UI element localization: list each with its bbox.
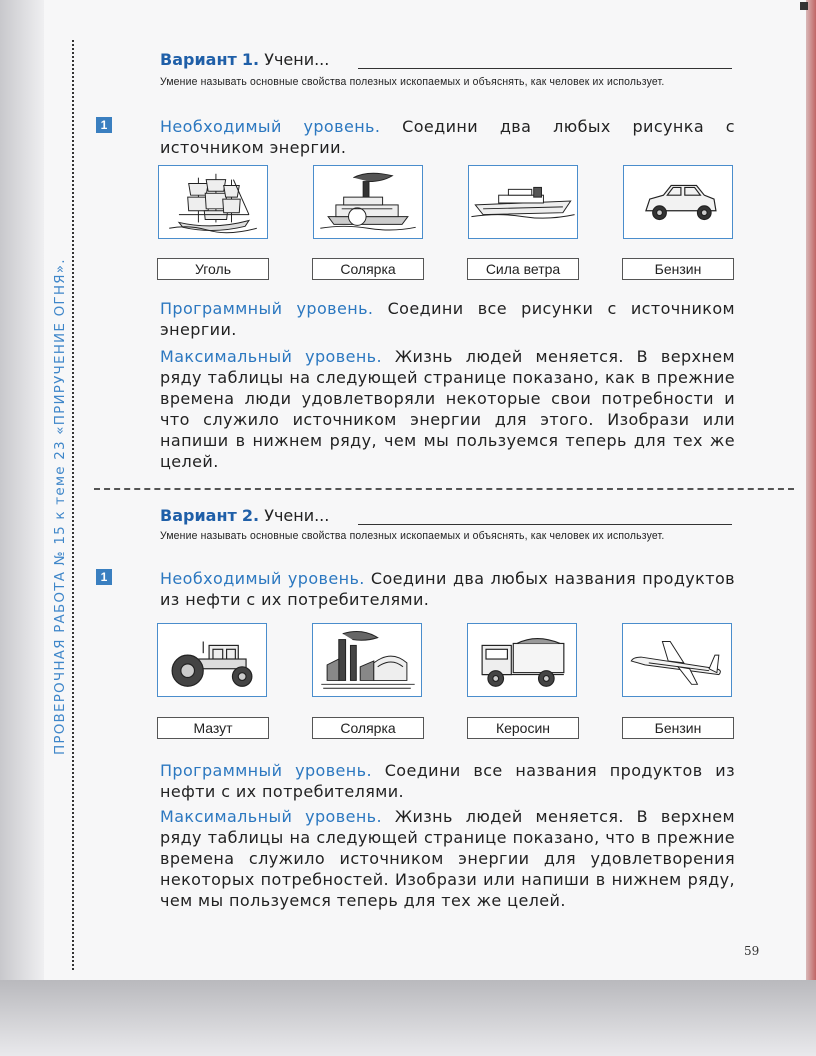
variant-title: Вариант: [160, 506, 237, 525]
level-label: Необходимый уровень.: [160, 569, 365, 588]
sailing-ship-icon: [159, 166, 267, 238]
motor-ship-icon: [469, 166, 577, 238]
max-level-text: [160, 806, 735, 911]
product-label-box[interactable]: Солярка: [312, 717, 424, 739]
factory-icon: [313, 624, 421, 696]
task-number-badge: 1: [96, 117, 112, 133]
motor-ship-image[interactable]: [468, 165, 578, 239]
variant-number: 2.: [241, 506, 260, 525]
task-number-badge: 1: [96, 569, 112, 585]
car-image[interactable]: [623, 165, 733, 239]
student-label: Учени...: [264, 50, 330, 69]
variant-title: Вариант: [160, 50, 237, 69]
task-instruction: Жизнь людей меняется. В верхнем ряду таблицы на следующей странице показано, что в прежние времена служило источником энергии для удовлетворения некоторых потребностей. Изобрази или напиши в нижнем ряду, чем мы пользуемся теперь для тех же целей.: [160, 807, 735, 910]
program-level-text: [160, 298, 735, 340]
energy-label-box[interactable]: Сила ветра: [467, 258, 579, 280]
binding-shadow: [0, 0, 44, 980]
task-instruction: Жизнь людей меняется. В верхнем ряду таблицы на следующей странице показано, как в прежние времена люди удовлетворяли некоторые свои потребности и что служило источником энергии для этого. Изобрази или напиши в нижнем ряду, чем мы пользуемся теперь для тех же целей.: [160, 347, 735, 471]
name-line[interactable]: [358, 68, 732, 69]
student-label: Учени...: [264, 506, 330, 525]
task-instruction: Соедини два любых названия продуктов из нефти с их потребителями.: [160, 569, 735, 609]
sailing-ship-image[interactable]: [158, 165, 268, 239]
truck-icon: [468, 624, 576, 696]
corner-mark: [800, 2, 808, 10]
tractor-image[interactable]: [157, 623, 267, 697]
task-instruction: Соедини два любых рисунка с источником энергии.: [160, 117, 735, 157]
page-number: 59: [744, 944, 760, 958]
level-label: Необходимый уровень.: [160, 117, 381, 136]
airplane-image[interactable]: [622, 623, 732, 697]
page-edge: [806, 0, 816, 980]
energy-label-box[interactable]: Уголь: [157, 258, 269, 280]
steamboat-icon: [314, 166, 422, 238]
task-instruction: Соедини все названия продуктов из нефти с их потребителями.: [160, 761, 735, 801]
steamboat-image[interactable]: [313, 165, 423, 239]
variant1-heading: [160, 50, 329, 69]
energy-label-box[interactable]: Солярка: [312, 258, 424, 280]
level-label: Программный уровень.: [160, 761, 372, 780]
product-label-box[interactable]: Бензин: [622, 717, 734, 739]
max-level-text: [160, 346, 735, 472]
factory-image[interactable]: [312, 623, 422, 697]
name-line[interactable]: [358, 524, 732, 525]
tractor-icon: [158, 624, 266, 696]
level-label: Максимальный уровень.: [160, 347, 382, 366]
section-divider: [94, 488, 794, 490]
car-icon: [624, 166, 732, 238]
task-instruction: Соедини все рисунки с источником энергии.: [160, 299, 735, 339]
level-label: Программный уровень.: [160, 299, 374, 318]
energy-label-box[interactable]: Бензин: [622, 258, 734, 280]
skill-description: Умение называть основные свойства полезных ископаемых и объяснять, как человек их использует.: [160, 530, 665, 542]
side-caption: ПРОВЕРОЧНАЯ РАБОТА № 15 к теме 23 «ПРИРУЧЕНИЕ ОГНЯ».: [52, 258, 68, 755]
product-label-box[interactable]: Мазут: [157, 717, 269, 739]
scan-background: [0, 980, 816, 1056]
task1-text: [160, 568, 735, 610]
truck-image[interactable]: [467, 623, 577, 697]
skill-description: Умение называть основные свойства полезных ископаемых и объяснять, как человек их использует.: [160, 76, 665, 88]
program-level-text: [160, 760, 735, 802]
variant2-heading: [160, 506, 329, 525]
product-label-box[interactable]: Керосин: [467, 717, 579, 739]
task1-text: [160, 116, 735, 158]
airplane-icon: [623, 624, 731, 696]
level-label: Максимальный уровень.: [160, 807, 382, 826]
variant-number: 1.: [241, 50, 260, 69]
cut-line: [72, 40, 74, 970]
